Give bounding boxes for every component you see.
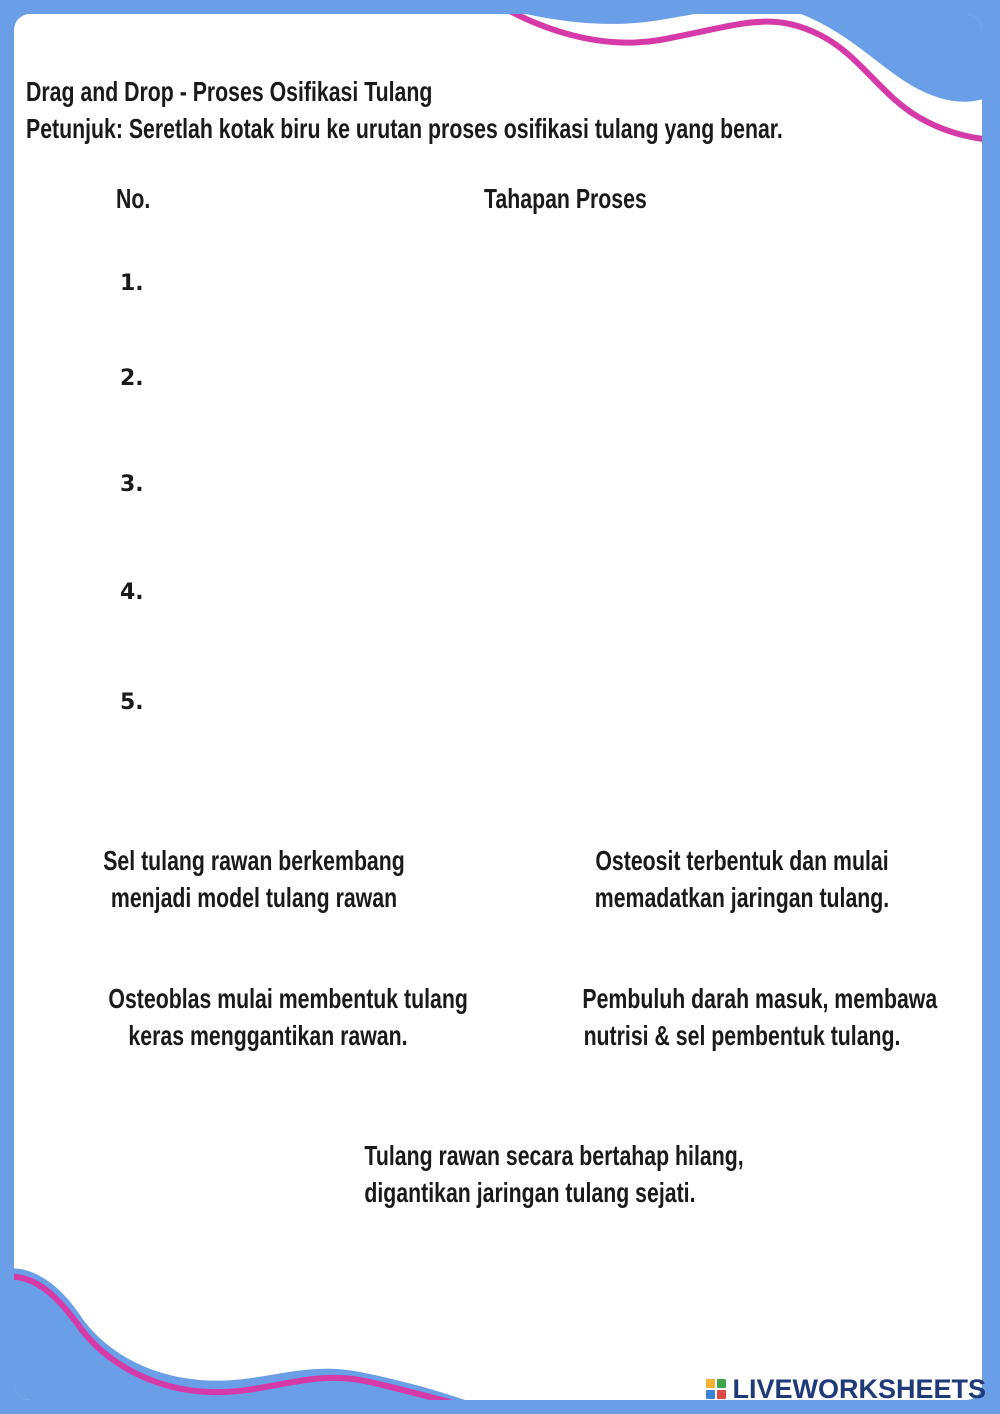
row-number-3: 3. [120, 472, 144, 497]
liveworksheets-logo-icon [706, 1379, 726, 1399]
drop-zone-4[interactable] [200, 561, 940, 625]
column-header-number: No. [116, 183, 151, 214]
card-line: Osteoblas mulai membentuk tulang [108, 983, 468, 1014]
card-line: memadatkan jaringan tulang. [594, 882, 890, 913]
row-number-2: 2. [120, 366, 144, 391]
card-line: menjadi model tulang rawan [110, 882, 398, 913]
draggable-card-blood-vessel[interactable] [532, 980, 952, 1054]
liveworksheets-logo [706, 1374, 986, 1404]
card-line: keras menggantikan rawan. [128, 1020, 408, 1051]
draggable-card-osteoblast[interactable] [58, 980, 478, 1054]
page-title: Drag and Drop - Proses Osifikasi Tulang [26, 76, 433, 107]
drop-zone-3[interactable] [200, 453, 940, 517]
row-number-4: 4. [120, 580, 144, 605]
row-number-5: 5. [120, 690, 144, 715]
drop-zone-5[interactable] [200, 671, 940, 735]
card-line: Tulang rawan secara bertahap hilang, [364, 1140, 744, 1171]
column-header-stage: Tahapan Proses [484, 183, 647, 214]
worksheet-page [14, 14, 982, 1400]
drop-zone-1[interactable] [200, 252, 940, 316]
card-line: Pembuluh darah masuk, membawa [582, 983, 938, 1014]
card-line: Sel tulang rawan berkembang [103, 845, 405, 876]
draggable-card-osteocyte[interactable] [532, 842, 952, 916]
instruction-text: Petunjuk: Seretlah kotak biru ke urutan proses osifikasi tulang yang benar. [26, 113, 783, 144]
draggable-card-cartilage-replaced[interactable] [314, 1137, 744, 1211]
card-line: Osteosit terbentuk dan mulai [595, 845, 889, 876]
logo-text: LIVEWORKSHEETS [732, 1373, 986, 1404]
row-number-1: 1. [120, 271, 144, 296]
card-line: digantikan jaringan tulang sejati. [364, 1177, 696, 1208]
card-line: nutrisi & sel pembentuk tulang. [583, 1020, 901, 1051]
draggable-card-cartilage-model[interactable] [44, 842, 464, 916]
drop-zone-2[interactable] [200, 347, 940, 411]
